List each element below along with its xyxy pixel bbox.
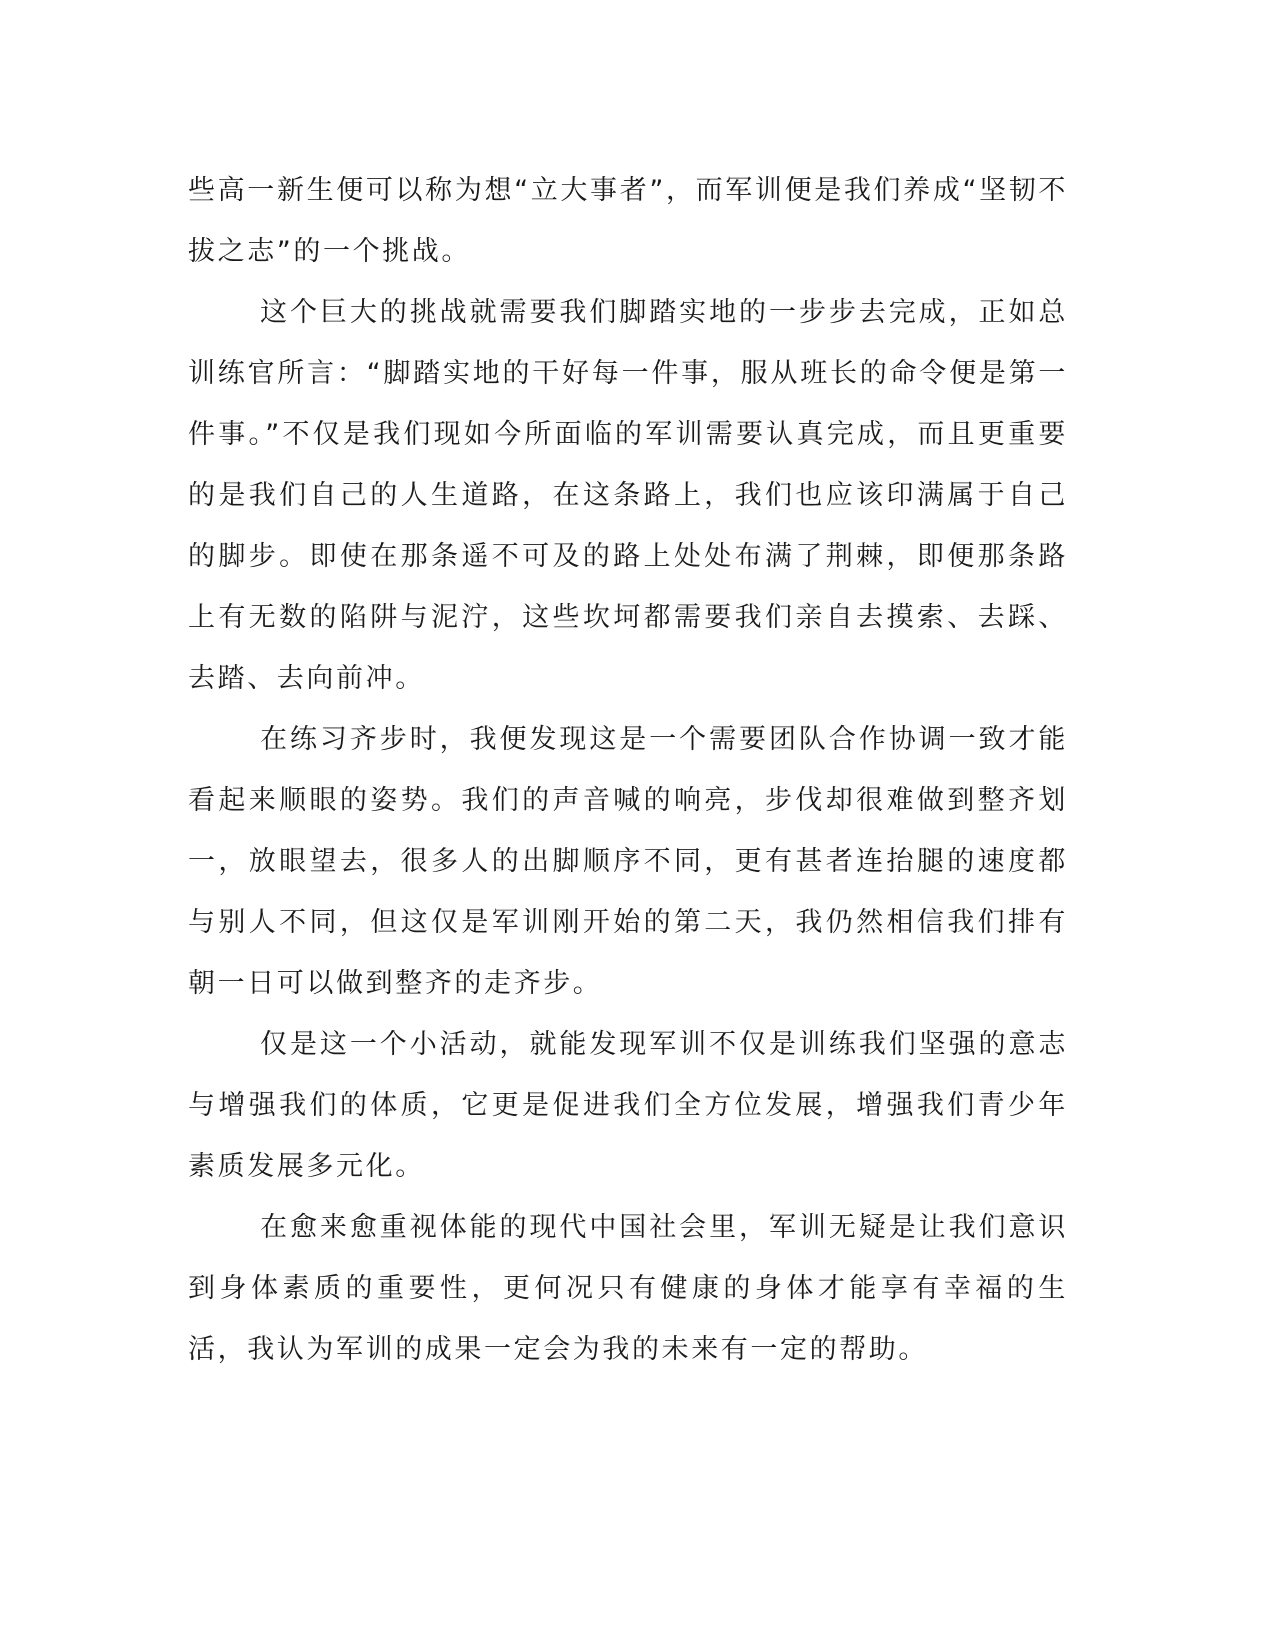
paragraph-5: 在愈来愈重视体能的现代中国社会里，军训无疑是让我们意识到身体素质的重要性，更何况只有健康的身体才能享有幸福的生活，我认为军训的成果一定会为我的未来有一定的帮助。 — [188, 1212, 1068, 1365]
paragraph-1: 些高一新生便可以称为想“立大事者”，而军训便是我们养成“坚韧不拔之志”的一个挑战。 — [188, 175, 1068, 267]
paragraph-2: 这个巨大的挑战就需要我们脚踏实地的一步步去完成，正如总训练官所言：“脚踏实地的干好每一件事，服从班长的命令便是第一件事。”不仅是我们现如今所面临的军训需要认真完成，而且更重要的是我们自己的人生道路，在这条路上，我们也应该印满属于自己的脚步。即使在那条遥不可及的路上处处布满了荆棘，即便那条路上有无数的陷阱与泥泞，这些坎坷都需要我们亲自去摸索、去踩、去踏、去向前冲。 — [188, 297, 1068, 694]
paragraph-4: 仅是这一个小活动，就能发现军训不仅是训练我们坚强的意志与增强我们的体质，它更是促进我们全方位发展，增强我们青少年素质发展多元化。 — [188, 1029, 1068, 1182]
document-body — [188, 160, 1068, 1380]
paragraph-3: 在练习齐步时，我便发现这是一个需要团队合作协调一致才能看起来顺眼的姿势。我们的声音喊的响亮，步伐却很难做到整齐划一，放眼望去，很多人的出脚顺序不同，更有甚者连抬腿的速度都与别人不同，但这仅是军训刚开始的第二天，我仍然相信我们排有朝一日可以做到整齐的走齐步。 — [188, 724, 1068, 999]
